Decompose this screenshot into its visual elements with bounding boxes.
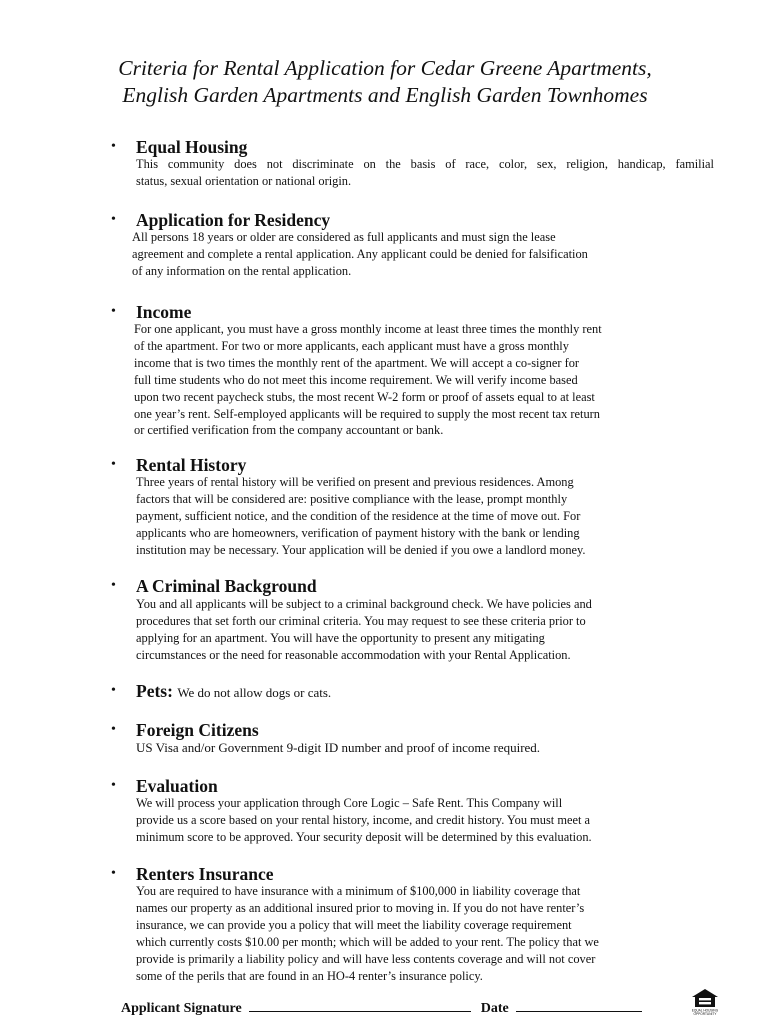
- body-line: minimum score to be approved. Your security deposit will be determined by this evaluation.: [136, 829, 592, 844]
- body-line: US Visa and/or Government 9-digit ID number and proof of income required.: [136, 740, 541, 755]
- bullet-icon: •: [111, 866, 116, 881]
- section-body: [136, 156, 714, 190]
- bullet-icon: •: [111, 683, 116, 698]
- bullet-icon: •: [111, 778, 116, 793]
- section-heading: [136, 680, 331, 704]
- date-label: Date: [480, 1001, 509, 1016]
- bullet-icon: •: [111, 578, 116, 593]
- body-line: circumstances or the need for reasonable accommodation with your Rental Application.: [136, 647, 571, 662]
- body-line: procedures that set forth our criminal criteria. You may request to see these criteria prior to: [136, 613, 586, 628]
- body-line: For one applicant, you must have a gross monthly income at least three times the monthly rent: [134, 322, 602, 336]
- body-line: some of the perils that are found in an HO-4 renter’s insurance policy.: [136, 968, 483, 983]
- body-line: upon two recent paycheck stubs, the most recent W-2 form or proof of assets equal to at least: [134, 389, 595, 404]
- section-body: [132, 229, 657, 280]
- section-heading: Renters Insurance: [136, 864, 274, 884]
- section-heading: Application for Residency: [136, 210, 331, 230]
- body-line: of any information on the rental application.: [132, 263, 352, 278]
- date-field[interactable]: [516, 997, 642, 1012]
- body-line: which currently costs $10.00 per month; which will be added to your rent. The policy that we: [136, 934, 599, 949]
- section-heading: Rental History: [136, 455, 247, 475]
- svg-text:EQUAL HOUSING: EQUAL HOUSING: [691, 1008, 719, 1013]
- bullet-icon: •: [111, 304, 116, 319]
- body-line: income that is two times the monthly rent of the apartment. We will accept a co-signer for: [134, 355, 580, 370]
- body-line: You are required to have insurance with a minimum of $100,000 in liability coverage that: [136, 884, 581, 898]
- section-body: [134, 321, 658, 439]
- equal-housing-logo-svg: [690, 988, 720, 1016]
- title-line-1: Criteria for Rental Application for Cedar Greene Apartments,: [118, 56, 652, 80]
- section-heading: Income: [136, 302, 192, 322]
- body-line: institution may be necessary. Your application will be denied if you owe a landlord money.: [136, 542, 586, 557]
- section-heading: Foreign Citizens: [136, 720, 259, 740]
- section-heading: Equal Housing: [136, 137, 248, 157]
- document-title: [0, 55, 770, 109]
- equal-housing-opportunity-icon: [690, 988, 720, 1016]
- section-body: [136, 795, 658, 846]
- bullet-icon: •: [111, 457, 116, 472]
- body-line: insurance, we can provide you a policy that will meet the liability coverage requirement: [136, 917, 572, 932]
- body-line: status, sexual orientation or national origin.: [136, 173, 352, 188]
- body-line: provide is primarily a liability policy and will have less contents coverage and will not cover: [136, 951, 596, 966]
- body-line: provide us a score based on your rental history, income, and credit history. You must meet a: [136, 812, 590, 827]
- bullet-icon: •: [111, 722, 116, 737]
- body-line: factors that will be considered are: positive compliance with the lease, prompt monthly: [136, 491, 568, 506]
- body-line: applicants who are homeowners, verification of payment history with the bank or lending: [136, 525, 580, 540]
- eho-logo-text: [692, 1009, 719, 1017]
- pets-inline-text: We do not allow dogs or cats.: [177, 685, 332, 700]
- body-line: agreement and complete a rental application. Any applicant could be denied for falsification: [132, 246, 588, 261]
- bullet-icon: •: [111, 139, 116, 154]
- section-body: [136, 596, 656, 664]
- body-line: names our property as an additional insured prior to moving in. If you do not have renter’s: [136, 900, 585, 915]
- bullet-icon: •: [111, 212, 116, 227]
- body-line: applying for an apartment. You will have the opportunity to present any mitigating: [136, 630, 545, 645]
- section-body: [136, 474, 658, 559]
- body-line: You and all applicants will be subject to a criminal background check. We have policies and: [136, 597, 592, 611]
- section-heading: Evaluation: [136, 776, 218, 796]
- body-line: one year’s rent. Self-employed applicants will be required to supply the most recent tax return: [134, 406, 600, 421]
- section-body: [136, 883, 658, 984]
- body-line: Three years of rental history will be verified on present and previous residences. Among: [136, 475, 574, 489]
- title-line-2: English Garden Apartments and English Garden Townhomes: [122, 83, 648, 107]
- body-line: payment, sufficient notice, and the condition of the residence at the time of move out. For: [136, 508, 581, 523]
- section-heading: A Criminal Background: [136, 576, 317, 596]
- applicant-signature-field[interactable]: [249, 997, 471, 1012]
- svg-text:OPPORTUNITY: OPPORTUNITY: [693, 1012, 717, 1016]
- body-line: All persons 18 years or older are considered as full applicants and must sign the lease: [132, 230, 556, 244]
- section-body: [136, 740, 676, 757]
- signature-row: [121, 997, 642, 1017]
- pets-heading-label: Pets:: [136, 681, 173, 701]
- body-line: of the apartment. For two or more applicants, each applicant must have a gross monthly: [134, 338, 569, 353]
- body-line: or certified verification from the company accountant or bank.: [134, 423, 444, 438]
- body-line: We will process your application through Core Logic – Safe Rent. This Company will: [136, 796, 563, 810]
- body-line: This community does not discriminate on the basis of race, color, sex, religion, handicap, familial: [136, 157, 714, 171]
- applicant-signature-label: Applicant Signature: [121, 1001, 242, 1016]
- body-line: full time students who do not meet this income requirement. We will verify income based: [134, 372, 578, 387]
